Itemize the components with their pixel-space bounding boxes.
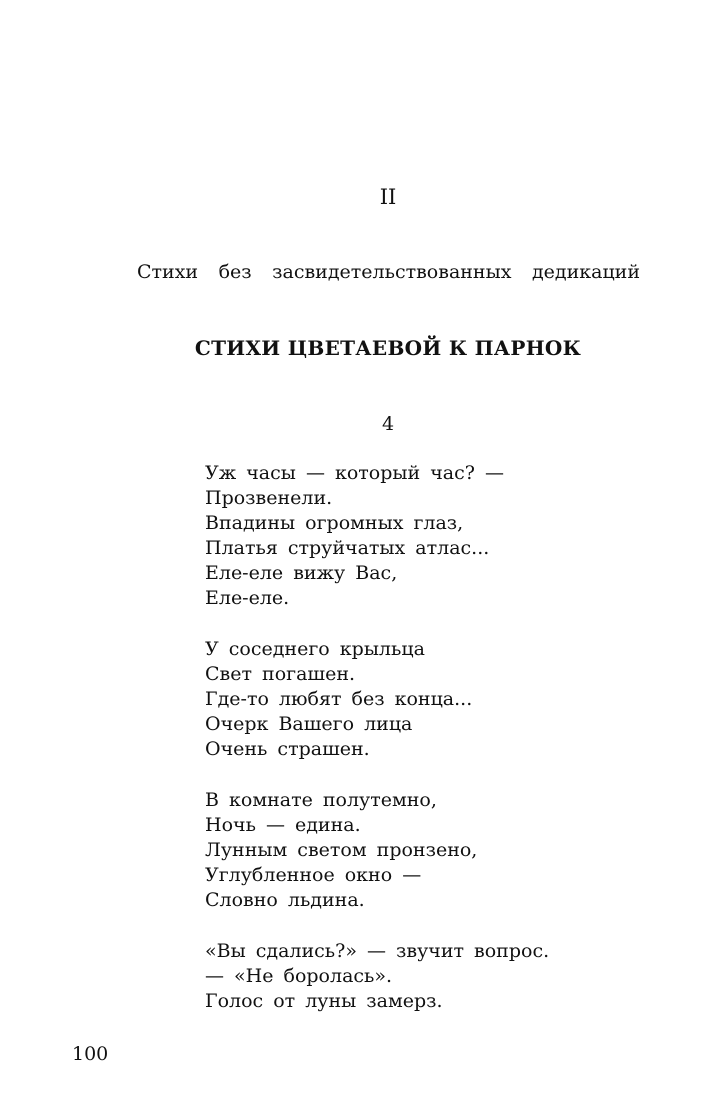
stanza-2 — [205, 637, 605, 762]
poem-number: 4 — [381, 413, 395, 435]
poem-line: Свет погашен. — [205, 663, 356, 685]
poem-line: Еле-еле. — [205, 587, 290, 609]
poem-line: Прозвенели. — [205, 487, 333, 509]
section-subtitle: Стихи без засвидетельствованных дедикаций — [137, 261, 640, 283]
stanza-1 — [205, 461, 605, 611]
poem-line: Ночь — едина. — [205, 814, 361, 836]
poem-line: В комнате полутемно, — [205, 789, 437, 811]
poem-line: Очень страшен. — [205, 738, 370, 760]
poem-line: Углубленное окно — — [205, 864, 422, 886]
poem-line: У соседнего крыльца — [205, 638, 425, 660]
poem-line: Платья струйчатых атлас... — [205, 537, 490, 559]
poem-line: Лунным светом пронзено, — [205, 839, 478, 861]
stanza-3 — [205, 788, 605, 913]
section-title: СТИХИ ЦВЕТАЕВОЙ К ПАРНОК — [194, 336, 582, 360]
poem-line: Еле-еле вижу Вас, — [205, 562, 398, 584]
poem-line: «Вы сдались?» — звучит вопрос. — [205, 940, 550, 962]
poem-line: Где-то любят без конца... — [205, 688, 473, 710]
poem-line: Очерк Вашего лица — [205, 713, 413, 735]
poem-line: Впадины огромных глаз, — [205, 512, 464, 534]
part-number: II — [379, 185, 397, 209]
poem-line: Уж часы — который час? — — [205, 462, 504, 484]
poem-body — [205, 461, 605, 1040]
page-number: 100 — [72, 1043, 109, 1065]
poem-line: Голос от луны замерз. — [205, 990, 443, 1012]
poem-line: — «Не боролась». — [205, 965, 393, 987]
poem-line: Словно льдина. — [205, 889, 365, 911]
stanza-4 — [205, 939, 605, 1014]
